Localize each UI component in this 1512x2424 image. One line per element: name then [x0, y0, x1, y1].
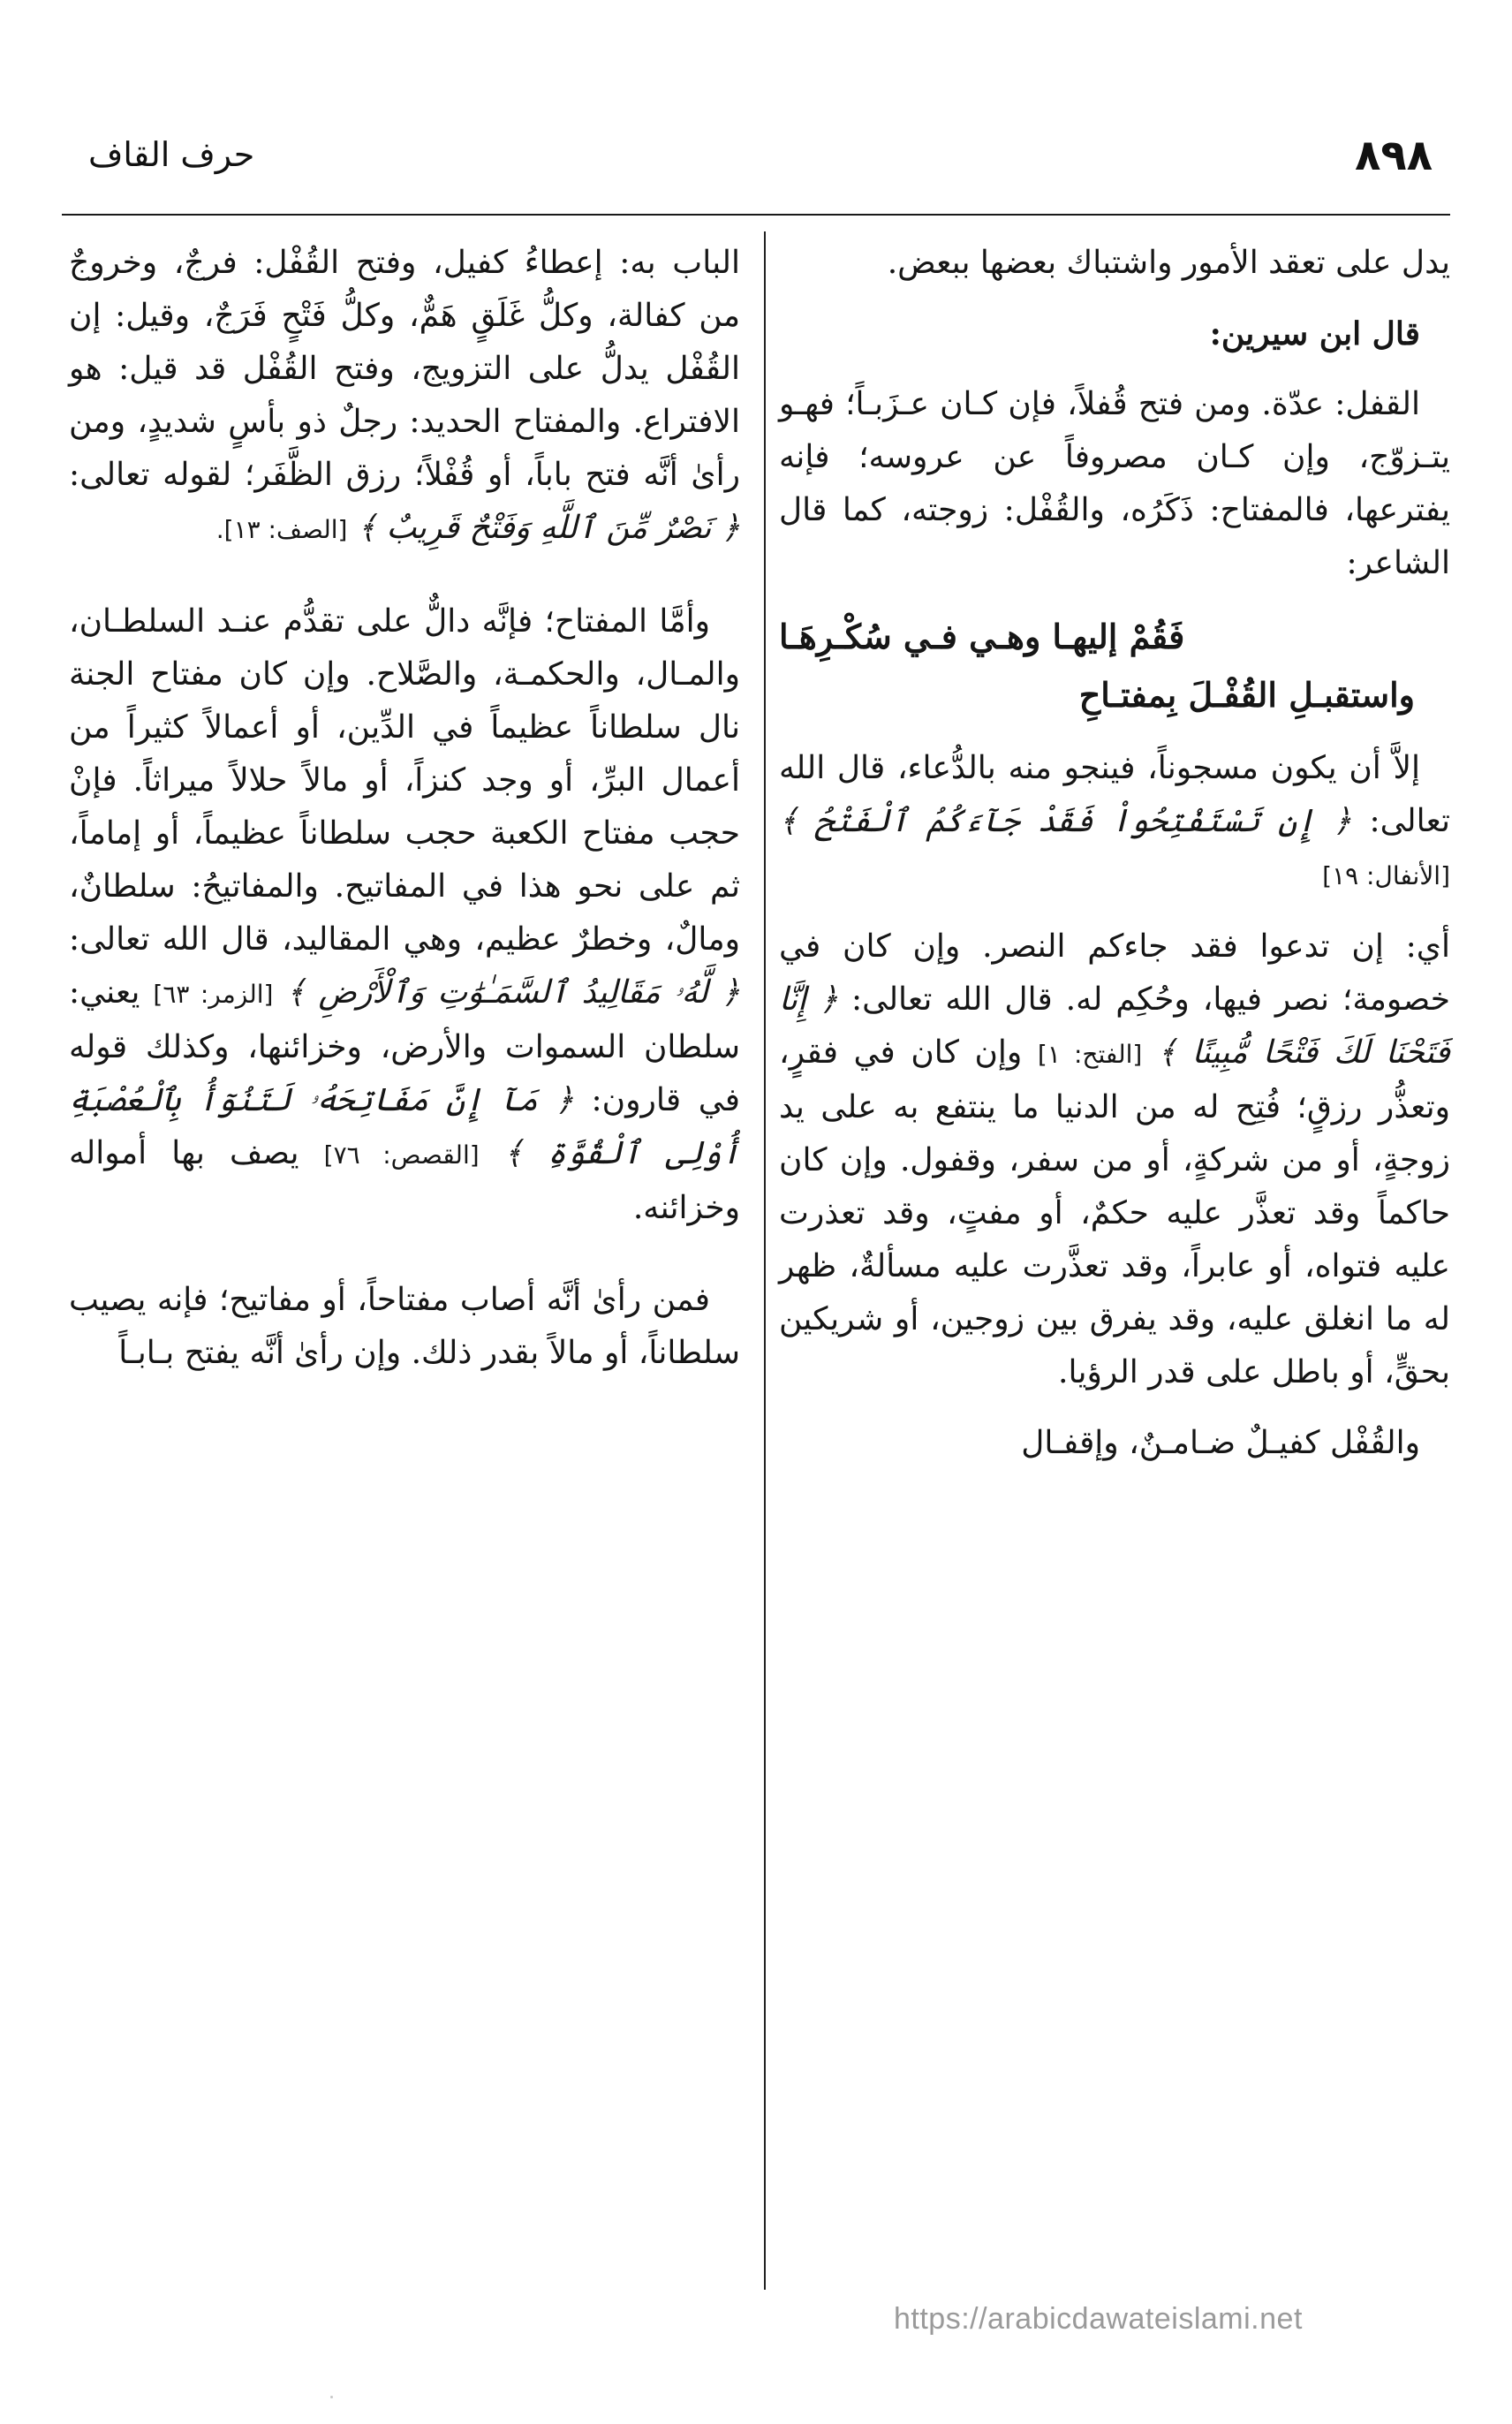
quran-verse: ﴿ مَآ إِنَّ مَفَاتِحَهُۥ لَتَنُوٓأُ بِٱلْعُصْبَةِ أُوْلِى ٱلْقُوَّةِ ﴾	[69, 1082, 740, 1171]
paragraph-text: أي: إن تدعوا فقد جاءكم النصر. وإن كان في خصومة؛ نصر فيها، وحُكِم له. قال الله تعالى:	[779, 928, 1450, 1018]
header-rule	[62, 214, 1450, 216]
paragraph	[779, 742, 1450, 903]
citation: [الزمر: ٦٣]	[153, 980, 274, 1009]
citation: [الأنفال: ١٩]	[1322, 861, 1450, 890]
paragraph	[69, 237, 740, 557]
poem	[779, 608, 1450, 724]
scan-speck	[330, 2396, 333, 2398]
paragraph-text: إلاَّ أن يكون مسجوناً، فينجو منه بالدُّعاء، قال الله تعالى:	[779, 750, 1450, 839]
quran-verse: ﴿ إِن تَسْتَفْتِحُواْ فَقَدْ جَآءَكُمُ ٱلْفَتْحُ ﴾	[779, 803, 1352, 839]
page-header	[71, 133, 1448, 194]
paragraph-text: يصف بها أمواله وخزائنه.	[69, 1135, 740, 1226]
verse-line: واستقبـلِ القُفْـلَ بِمفتـاحِ	[1078, 675, 1415, 715]
verse-line: فَقُمْ إليهـا وهـي فـي سُكْـرِهَـا	[779, 617, 1185, 656]
citation: [القصص: ٧٦]	[323, 1140, 480, 1170]
paragraph: فمن رأىٰ أنَّه أصاب مفتاحاً، أو مفاتيح؛ فإنه يصيب سلطاناً، أو مالاً بقدر ذلك. وإن رأىٰ أنَّه يفتح بـابـاً	[69, 1282, 740, 1371]
quran-verse: ﴿ نَصْرٌ مِّنَ ٱللَّهِ وَفَتْحٌ قَرِيبٌ ﴾	[357, 510, 740, 546]
paragraph-text: وإن كان في فقرٍ، وتعذُّر رزقٍ؛ فُتِح له من الدنيا ما ينتفع به على يد زوجةٍ، أو من شركةٍ، أو من سفر، وقفول. وإن كان حاكماً وقد تعذَّر عليه حكمٌ، أو مفتٍ، وقد تعذرت عليه فتواه، أو عابراً، وقد تعذَّرت عليه مسألةٌ، ظهر له ما انغلق عليه، وقد يفرق بين زوجين، أو شريكين بحقٍّ، أو باطل على قدر الرؤيا.	[779, 1034, 1450, 1390]
citation: [الفتح: ١]	[1037, 1040, 1143, 1069]
quran-verse: ﴿ إِنَّا فَتَحْنَا لَكَ فَتْحًا مُّبِينًا ﴾	[779, 981, 1450, 1071]
paragraph	[69, 595, 740, 1235]
section-heading: قال ابن سيرين:	[1209, 315, 1420, 352]
paragraph-text: يعني: سلطان السموات والأرض، وخزائنها، وكذلك قوله في قارون:	[69, 974, 741, 1118]
paragraph: يدل على تعقد الأمور واشتباك بعضها ببعض.	[887, 245, 1450, 281]
paragraph	[779, 920, 1450, 1399]
paragraph-text: الباب به: إعطاءُ كفيل، وفتح القُفْل: فرجٌ، وخروجٌ من كفالة، وكلُّ غَلَقٍ هَمٌّ، وكلُّ فَتْحٍ فَرَجٌ، وقيل: إن القُفْل يدلُّ على التزويج، وفتح القُفْل قد قيل: هو الافتراع. والمفتاح الحديد: رجلٌ ذو بأسٍ شديدٍ، ومن رأىٰ أنَّه فتح باباً، أو قُفْلاً؛ رزق الظَّفَر؛ لقوله تعالى:	[69, 245, 740, 493]
column-divider	[764, 231, 766, 2290]
citation: [الصف: ١٣].	[215, 515, 348, 544]
watermark-url: https://arabicdawateislami.net	[894, 2302, 1303, 2336]
page-number: ٨٩٨	[1355, 131, 1433, 180]
paragraph-text: وأمَّا المفتاح؛ فإنَّه دالٌّ على تقدُّم عنـد السلطـان، والمـال، والحكمـة، والصَّلاح. وإن كان مفتاح الجنة نال سلطاناً عظيماً في الدِّين، أو أعمالاً كثيراً من أعمال البرِّ، أو وجد كنزاً، أو مالاً حلالاً ميراثاً. فإنْ حجب مفتاح الكعبة حجب سلطاناً عظيماً، أو إماماً، ثم على نحو هذا في المفاتيح. والمفاتيحُ: سلطانٌ، ومالٌ، وخطرٌ عظيم، وهي المقاليد، قال الله تعالى:	[69, 603, 741, 958]
paragraph: القفل: عدّة. ومن فتح قُفلاً، فإن كـان عـزَبـاً؛ فهـو يتـزوّج، وإن كـان مصروفاً عن عروسه؛ فإنه يفترعها، فالمفتاح: ذَكَرُه، والقُفْل: زوجته، كما قال الشاعر:	[779, 386, 1450, 581]
right-column	[779, 237, 1450, 1488]
left-column	[69, 237, 740, 1398]
chapter-title: حرف القاف	[88, 135, 255, 174]
paragraph: والقُفْل كفيـلٌ ضـامـنٌ، وإقفـال	[1021, 1425, 1420, 1461]
quran-verse: ﴿ لَّهُۥ مَقَالِيدُ ٱلسَّمَـٰوَٰتِ وَٱلْأَرْضِ ﴾	[286, 974, 740, 1011]
